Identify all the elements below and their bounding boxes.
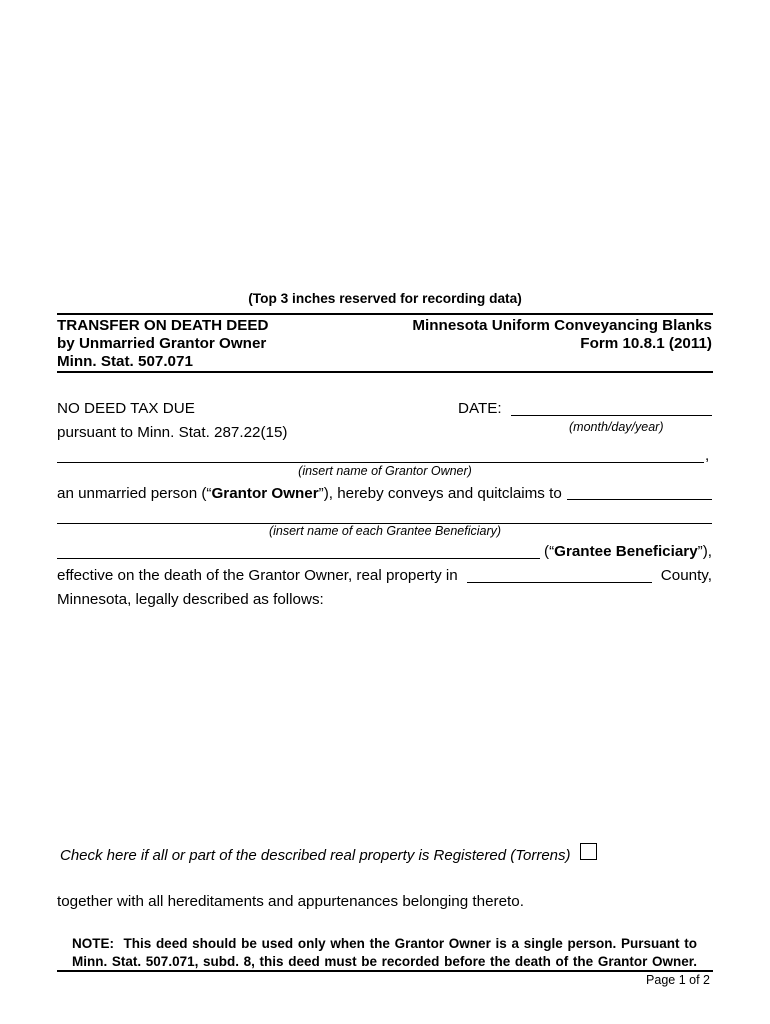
- grantee-name-field-2[interactable]: [57, 506, 712, 524]
- grantee-name-field-3[interactable]: [57, 541, 540, 559]
- grantor-name-field[interactable]: [57, 445, 704, 463]
- conveyance-sentence: [57, 486, 562, 501]
- grantee-beneficiary-designation: [544, 544, 712, 559]
- form-number: Form 10.8.1 (2011): [580, 335, 712, 352]
- conveyance-text-tail: ”), hereby conveys and quitclaims to: [318, 485, 562, 502]
- deed-subtitle: by Unmarried Grantor Owner: [57, 335, 267, 352]
- property-location-text: effective on the death of the Grantor Owner, real property in: [57, 567, 458, 584]
- grantor-owner-term: Grantor Owner: [211, 485, 319, 502]
- legal-description-intro: Minnesota, legally described as follows:: [57, 591, 324, 608]
- conveyance-text-lead: an unmarried person (“: [57, 485, 212, 502]
- grantee-term-lead: (“: [544, 543, 555, 560]
- torrens-check-label: Check here if all or part of the described real property is Registered (Torrens): [60, 847, 571, 864]
- date-label: DATE:: [458, 400, 502, 417]
- footer-rule: [57, 970, 713, 972]
- usage-note-line-1: NOTE: This deed should be used only when the Grantor Owner is a single person. Pursuant to: [72, 936, 697, 951]
- date-format-hint: (month/day/year): [569, 420, 664, 434]
- deed-tax-statute: pursuant to Minn. Stat. 287.22(15): [57, 424, 288, 441]
- usage-note-line-2: Minn. Stat. 507.071, subd. 8, this deed must be recorded before the death of the Grantor Owner.: [72, 954, 697, 969]
- grantee-beneficiary-term: Grantee Beneficiary: [554, 543, 698, 560]
- header-top-rule: [57, 313, 713, 315]
- page-number: Page 1 of 2: [646, 973, 710, 987]
- grantee-name-field-1[interactable]: [567, 482, 712, 500]
- deed-tax-status: NO DEED TAX DUE: [57, 400, 195, 417]
- form-series-title: Minnesota Uniform Conveyancing Blanks: [412, 317, 712, 334]
- deed-statute: Minn. Stat. 507.071: [57, 353, 193, 370]
- recording-space-note: (Top 3 inches reserved for recording data): [248, 291, 522, 306]
- torrens-checkbox[interactable]: [580, 843, 597, 860]
- grantor-name-hint: (insert name of Grantor Owner): [298, 464, 472, 478]
- appurtenances-clause: together with all hereditaments and appurtenances belonging thereto.: [57, 893, 524, 910]
- county-label: County,: [660, 567, 712, 584]
- deed-title: TRANSFER ON DEATH DEED: [57, 317, 269, 334]
- header-bottom-rule: [57, 371, 713, 373]
- grantee-term-tail: ”),: [697, 543, 712, 560]
- grantee-name-hint: (insert name of each Grantee Beneficiary): [268, 524, 502, 538]
- grantor-name-comma: ,: [705, 447, 710, 464]
- county-field[interactable]: [467, 565, 652, 583]
- date-field[interactable]: [511, 398, 712, 416]
